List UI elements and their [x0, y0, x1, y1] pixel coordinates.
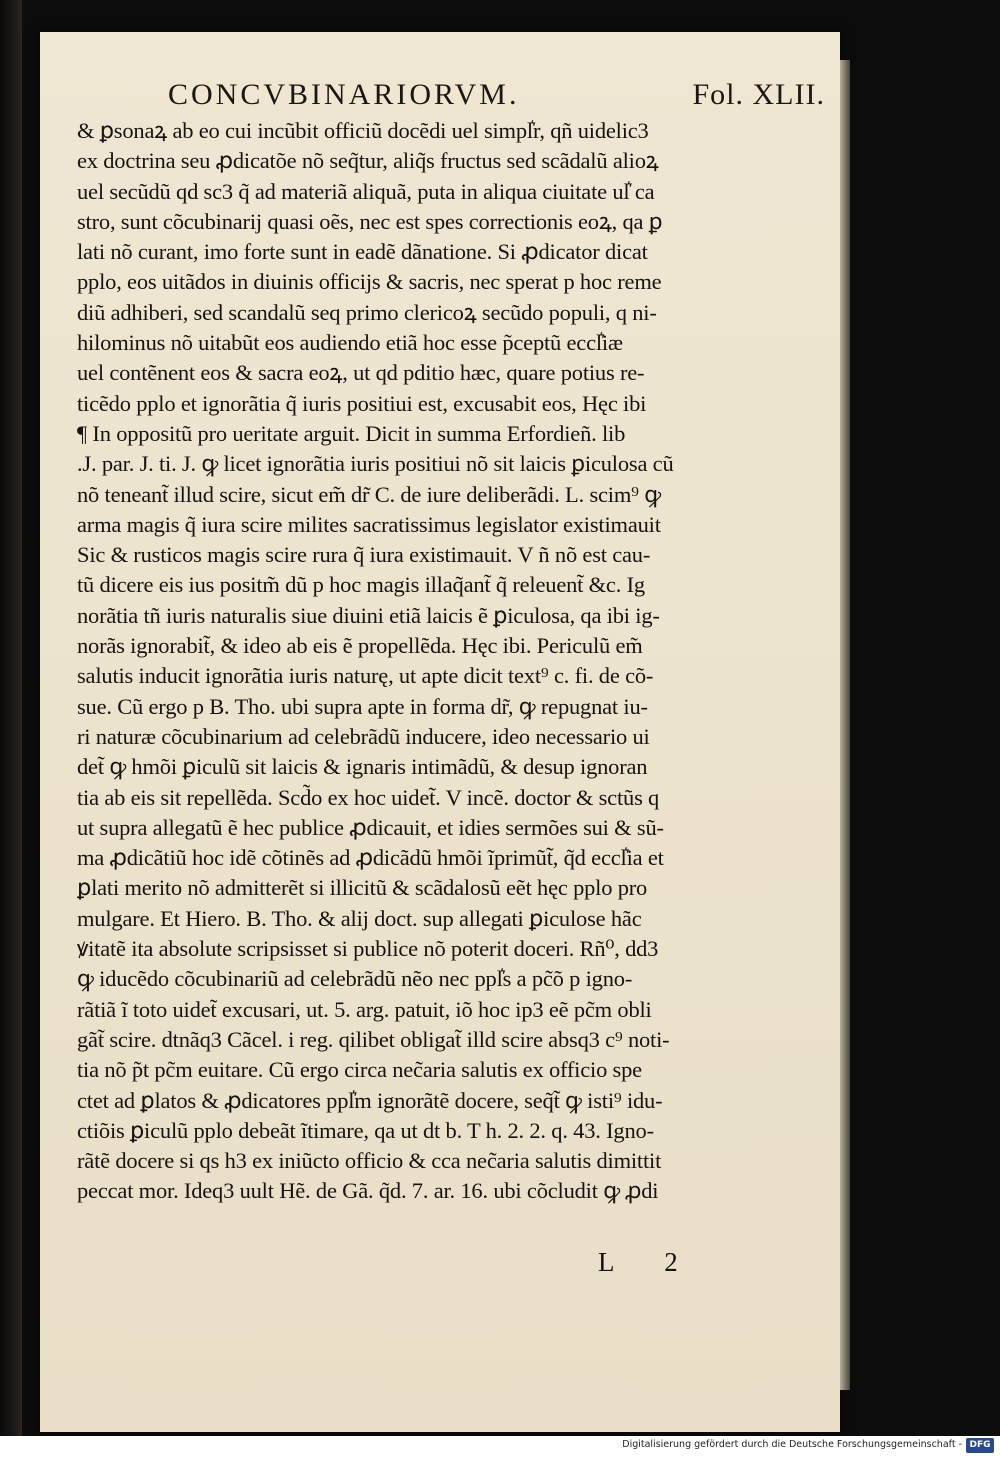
text-line: peccat mor. Ideq3 uult Hẽ. de Gã. q̃d. 7. ar. 16. ubi cõcludit ꝙ ꝓdi: [77, 1178, 659, 1204]
text-line: uel secũdũ qd sc3 q̃ ad materiã aliquã, puta in aliqua ciuitate ul͛ ca: [77, 178, 655, 204]
folio-number: Fol. XLII.: [692, 78, 825, 111]
text-line: tia ab eis sit repellẽda. Scd̃o ex hoc uidet̃. V incẽ. doctor & sctũs q: [77, 784, 660, 810]
text-line: uel contẽnent eos & sacra eoꝝ, ut qd pditio hæc, quare potius re-: [77, 360, 645, 386]
text-line: ticẽdo pplo et ignorãtia q̃ iuris positiui est, excusabit eos, Hęc ibi: [77, 390, 647, 416]
text-line: rãtiã ĩ toto uidet̃ excusari, ut. 5. arg. patuit, iõ hoc ip3 eẽ pc̃m obli: [77, 996, 652, 1022]
text-line: sue. Cũ ergo p B. Tho. ubi supra apte in forma dr̃, ꝙ repugnat iu-: [77, 693, 648, 719]
text-line: arma magis q̃ iura scire milites sacratissimus legislator existimauit: [77, 511, 661, 537]
dfg-logo: DFG: [966, 1438, 994, 1453]
text-line: stro, sunt cõcubinarij quasi oẽs, nec est spes correctionis eoꝝ, qa ꝑ: [77, 208, 663, 234]
text-line: pplo, eos uitãdos in diuinis officijs & sacris, nec sperat p hoc reme: [77, 269, 662, 295]
text-line: ctiõis ꝑiculũ pplo debeãt ĩtimare, qa ut dt b. T h. 2. 2. q. 43. Igno-: [77, 1117, 654, 1143]
text-line: ri naturæ cõcubinarium ad celebrãdũ inducere, ideo necessario ui: [77, 723, 650, 749]
text-line: tũ dicere eis ius positm̃ dũ p hoc magis illaq̃ant̃ q̃ releuent̃ &c. Ig: [77, 572, 645, 598]
text-line: nõ teneant̃ illud scire, sicut em̃ dr̃ C. de iure deliberãdi. L. scim⁹ ꝙ: [77, 481, 661, 507]
text-line: ma ꝓdicãtiũ hoc idẽ cõtinẽs ad ꝓdicãdũ hmõi ĩprimũt̃, q̃d eccl͛ia et: [77, 845, 664, 871]
text-line: ꝙ iducẽdo cõcubinariũ ad celebrãdũ nẽo nec ppl͛s a pc̃õ p igno-: [77, 966, 633, 992]
text-line: & ꝑsonaꝝ ab eo cui incũbit officiũ docẽdi uel simpl͛r, qñ uidelic3: [77, 118, 649, 143]
text-line: ꝑlati merito nõ admitterẽt si illicitũ & scãdalosũ eẽt hęc pplo pro: [77, 875, 648, 901]
page-header: [120, 78, 825, 114]
running-title: CONCVBINARIORVM.: [168, 78, 520, 111]
funding-credit: Digitalisierung gefördert durch die Deutsche Forschungsgemeinschaft -: [622, 1439, 962, 1450]
text-line: norãs ignorabit̃, & ideo ab eis ẽ propellẽda. Hęc ibi. Periculũ em̃: [77, 633, 643, 659]
text-line: .J. par. J. ti. J. ꝙ licet ignorãtia iuris positiui nõ sit laicis ꝑiculosa cũ: [77, 451, 674, 477]
text-line: ctet ad ꝑlatos & ꝓdicatores ppl͛m ignorãtẽ docere, seq̃t̃ ꝙ isti⁹ idu-: [77, 1087, 663, 1113]
text-line: det̃ ꝙ hmõi ꝑiculũ sit laicis & ignaris intimãdũ, & desup ignoran: [77, 754, 648, 780]
text-line: diũ adhiberi, sed scandalũ seq primo clericoꝝ secũdo populi, q ni-: [77, 299, 657, 325]
text-line: tia nõ p̃t pc̃m euitare. Cũ ergo circa nec̃aria salutis ex officio spe: [77, 1057, 642, 1083]
text-line: ¶ In oppositũ pro ueritate arguit. Dicit in summa Erfordieñ. lib: [77, 420, 626, 446]
body-text: [77, 116, 827, 1207]
text-line: ex doctrina seu ꝓdicatõe nõ seq̃tur, aliq̃s fructus sed scãdalũ alioꝝ: [77, 148, 659, 174]
text-line: mulgare. Et Hiero. B. Tho. & alij doct. sup allegati ꝑiculose hãc: [77, 905, 642, 931]
text-line: ꝟitatẽ ita absolute scripsisset si publice nõ poterit doceri. Rñ⁰, dd3: [77, 936, 659, 962]
text-line: norãtia tñ iuris naturalis siue diuini etiã laicis ẽ ꝑiculosa, qa ibi ig-: [77, 602, 660, 628]
text-line: lati nõ curant, imo forte sunt in eadẽ dãnatione. Si ꝓdicator dicat: [77, 239, 648, 265]
text-line: gãt̃ scire. dtnãq3 Cãcel. i reg. qilibet obligat̃ illd scire absq3 c⁹ noti-: [77, 1026, 670, 1052]
footer-bar: [0, 1436, 1000, 1457]
text-line: rãtẽ docere si qs h3 ex iniũcto officio & cca nec̃aria salutis dimittit: [77, 1148, 662, 1174]
binding-edge: [0, 0, 22, 1436]
text-line: hilominus nõ uitabũt eos audiendo etiã hoc esse p̃ceptũ eccl͛iæ: [77, 330, 623, 356]
text-line: salutis inducit ignorãtia iuris naturę, ut apte dicit text⁹ c. fi. de cõ-: [77, 663, 654, 689]
signature-mark: L 2: [598, 1247, 700, 1277]
text-line: Sic & rusticos magis scire rura q̃ iura existimauit. V ñ nõ est cau-: [77, 542, 651, 568]
text-line: ut supra allegatũ ẽ hec publice ꝓdicauit, et idies sermões sui & sũ-: [77, 814, 664, 840]
page-edge-shadow: [840, 60, 850, 1390]
